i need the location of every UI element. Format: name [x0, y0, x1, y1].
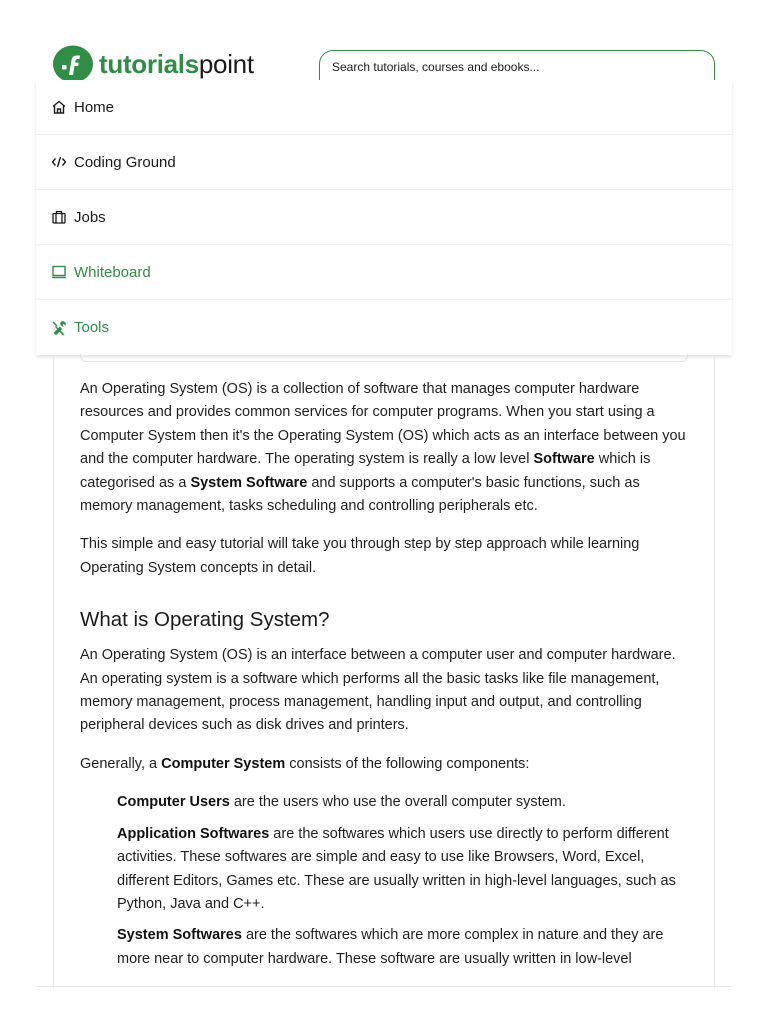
definition-paragraph: An Operating System (OS) is an interface between a computer user and computer hardware. An operating system is a software which performs all the basic tasks like file management, memory management, process management, handling input and output, and controlling peripheral devices such as disk drives and printers.	[80, 647, 676, 734]
intro-text-a: An Operating System (OS) is a collection of software that manages computer hardware resources and provides common services for computer programs. When you start using a Computer System then it's the Operating System (OS) which acts as an interface between you and the computer hardware. The operating system is really a low level	[80, 381, 686, 468]
nav-item-tools[interactable]	[36, 300, 732, 355]
nav-item-label: Whiteboard	[74, 263, 151, 281]
list-item	[117, 924, 692, 971]
search-box[interactable]	[319, 50, 715, 80]
intro-paragraph-2: This simple and easy tutorial will take you through step by step approach while learning Operating System concepts in detail.	[80, 536, 640, 576]
intro-paragraph	[80, 378, 692, 518]
whiteboard-icon	[49, 263, 69, 281]
nav-menu	[36, 80, 732, 355]
logo-text-point: point	[198, 49, 254, 79]
components-text-c: consists of the following components:	[285, 755, 530, 772]
divider	[36, 986, 732, 987]
code-icon	[49, 153, 69, 171]
list-item	[117, 791, 692, 814]
intro-bold-system-software: System Software	[190, 474, 308, 491]
list-item-text: are the softwares which are more complex in nature and they are more near to computer hardware. These software are usually written in low-level	[117, 927, 664, 967]
list-item-term: Application Softwares	[117, 825, 270, 842]
nav-item-label: Coding Ground	[74, 153, 176, 171]
nav-item-label: Tools	[74, 319, 110, 336]
list-item-term: Computer Users	[117, 794, 230, 811]
logo-text-tutorials: tutorials	[99, 49, 199, 79]
home-icon	[49, 98, 69, 116]
section-heading: What is Operating System?	[80, 608, 330, 632]
list-item-text: are the users who use the overall computer system.	[229, 794, 566, 811]
logo-text	[99, 45, 254, 83]
logo-mark-icon	[52, 45, 94, 83]
nav-item-coding-ground[interactable]	[36, 135, 732, 190]
intro-bold-software: Software	[533, 451, 595, 468]
tools-icon	[49, 319, 69, 337]
tutorialspoint-logo[interactable]	[52, 45, 254, 83]
list-item	[117, 823, 692, 917]
components-list	[80, 791, 692, 971]
nav-item-home[interactable]	[36, 80, 732, 135]
list-item-term: System Softwares	[117, 927, 242, 944]
components-bold: Computer System	[161, 755, 286, 772]
search-input[interactable]	[332, 58, 692, 76]
briefcase-icon	[49, 208, 69, 226]
intro-text-c: which is categorised as a	[80, 451, 651, 491]
article-content	[80, 378, 692, 979]
nav-item-jobs[interactable]	[36, 190, 732, 245]
intro-text-d: and supports a computer's basic functions, such as memory management, tasks scheduling and controlling peripherals etc.	[80, 474, 640, 515]
components-text-a: Generally, a	[80, 755, 162, 772]
nav-item-label: Home	[74, 98, 115, 116]
nav-item-label: Jobs	[74, 208, 106, 226]
list-item-text: are the softwares which users use directly to perform different activities. These softwares are simple and easy to use like Browsers, Word, Excel, different Editors, Games etc. These are usually written in high-level languages, such as Python, Java and C++.	[117, 825, 676, 912]
components-paragraph	[80, 753, 692, 776]
nav-item-whiteboard[interactable]	[36, 245, 732, 300]
